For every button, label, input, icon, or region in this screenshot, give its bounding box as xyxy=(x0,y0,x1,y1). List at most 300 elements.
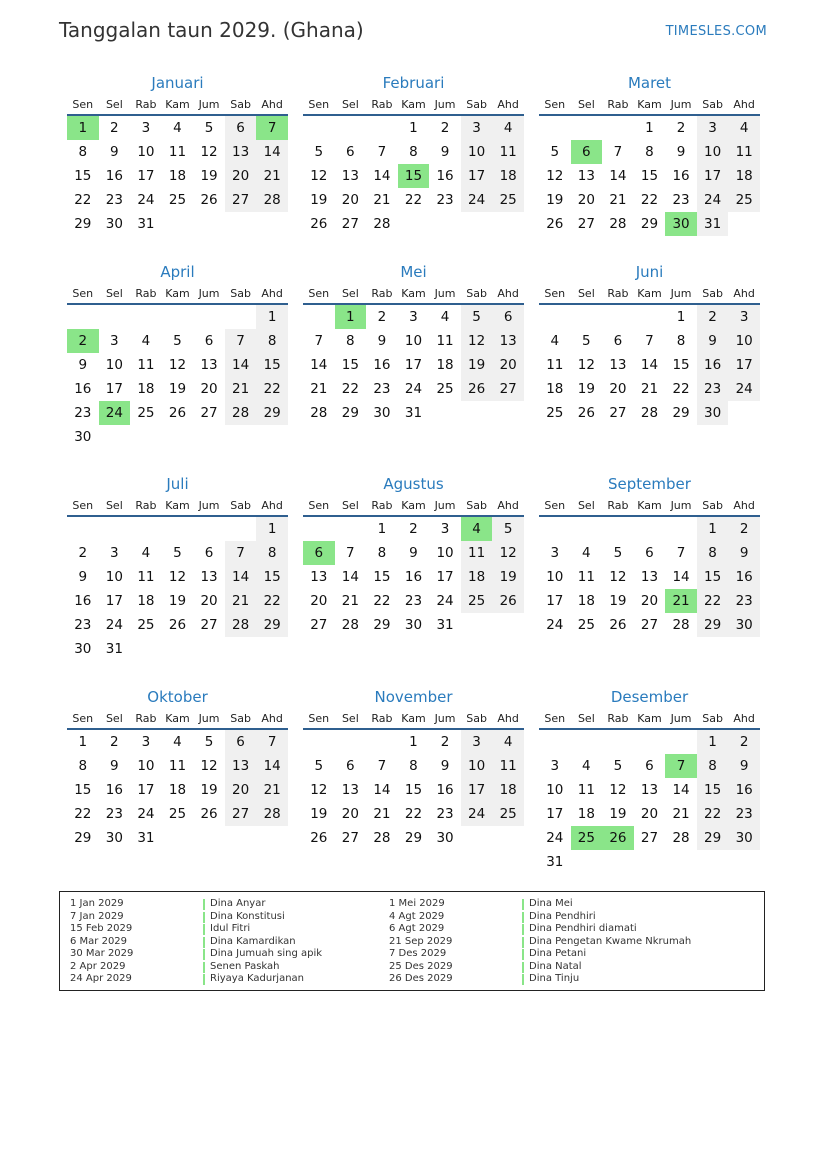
weekday-label: Jum xyxy=(670,711,692,725)
weekend-day-cell: 13 xyxy=(492,329,524,353)
day-cell: 2 xyxy=(78,545,88,561)
day-cell: 19 xyxy=(546,192,564,208)
day-cell: 8 xyxy=(676,333,686,349)
legend-marker xyxy=(522,912,524,923)
weekday-label: Sab xyxy=(702,498,723,512)
day-cell: 12 xyxy=(310,168,328,184)
day-cell: 5 xyxy=(204,734,214,750)
day-cell: 1 xyxy=(409,120,418,136)
empty-cell xyxy=(571,305,603,329)
day-cell: 27 xyxy=(577,216,595,232)
month-januari xyxy=(67,72,288,236)
day-cell: 16 xyxy=(105,168,123,184)
weekend-day-cell: 6 xyxy=(225,730,257,754)
weekday-label: Sab xyxy=(702,286,723,300)
weekend-day-cell: 28 xyxy=(225,613,257,637)
day-cell: 31 xyxy=(404,405,423,421)
weekday-label: Sen xyxy=(544,498,566,512)
day-cell: 22 xyxy=(672,381,690,397)
day-cell: 6 xyxy=(613,333,623,349)
day-cell: 21 xyxy=(672,806,690,822)
day-cell: 14 xyxy=(672,569,690,585)
day-cell: 16 xyxy=(74,593,92,609)
empty-cell xyxy=(539,730,571,754)
legend-holiday-name: Dina Tinju xyxy=(529,973,580,984)
day-cell: 15 xyxy=(640,168,659,184)
empty-cell xyxy=(303,116,335,140)
weekend-day-cell: 25 xyxy=(728,188,760,212)
weekday-label: Ahd xyxy=(733,498,755,512)
day-cell: 31 xyxy=(105,641,123,657)
day-cell: 11 xyxy=(436,333,454,349)
weekday-label: Sel xyxy=(105,498,123,512)
weekend-day-cell: 29 xyxy=(697,826,729,850)
weekday-label: Ahd xyxy=(497,286,519,300)
day-cell: 25 xyxy=(168,806,187,822)
month-desember xyxy=(539,686,760,874)
weekday-label: Sel xyxy=(105,97,123,111)
weekday-label: Ahd xyxy=(497,711,519,725)
day-cell: 7 xyxy=(676,545,686,561)
weekday-label: Rab xyxy=(371,286,393,300)
holiday-day-cell: 6 xyxy=(303,541,335,565)
day-cell: 12 xyxy=(168,569,187,585)
holiday-day-cell: 7 xyxy=(256,116,288,140)
weekend-day-cell: 12 xyxy=(492,541,524,565)
empty-cell xyxy=(335,517,367,541)
legend-date: 6 Mar 2029 xyxy=(70,935,128,947)
weekend-day-cell: 6 xyxy=(225,116,257,140)
day-cell: 21 xyxy=(341,593,359,609)
empty-cell xyxy=(571,116,603,140)
weekday-header xyxy=(303,708,524,728)
weekend-day-cell: 27 xyxy=(492,377,524,401)
holiday-legend xyxy=(59,891,765,991)
day-cell: 22 xyxy=(404,806,423,822)
weekend-day-cell: 25 xyxy=(492,188,524,212)
weekday-header xyxy=(539,283,760,303)
weekend-day-cell: 15 xyxy=(697,778,729,802)
day-cell: 15 xyxy=(74,782,92,798)
month-april xyxy=(67,261,288,449)
day-cell: 6 xyxy=(346,758,355,774)
legend-date: 25 Des 2029 xyxy=(389,960,453,972)
day-cell: 3 xyxy=(110,333,119,349)
weekend-day-cell: 10 xyxy=(461,140,493,164)
day-cell: 24 xyxy=(546,830,564,846)
day-cell: 15 xyxy=(373,569,391,585)
weekday-label: Ahd xyxy=(733,711,755,725)
day-cell: 1 xyxy=(645,120,654,136)
day-cell: 20 xyxy=(341,192,359,208)
day-cell: 15 xyxy=(404,782,423,798)
day-cell: 22 xyxy=(404,192,423,208)
weekday-label: Sen xyxy=(72,711,94,725)
day-cell: 16 xyxy=(436,168,454,184)
weekend-day-cell: 24 xyxy=(728,377,760,401)
legend-holiday-name: Dina Kamardikan xyxy=(210,935,296,947)
weekday-label: Rab xyxy=(135,498,157,512)
day-cell: 21 xyxy=(640,381,659,397)
day-cell: 2 xyxy=(676,120,686,136)
weekday-label: Sel xyxy=(341,498,359,512)
weekend-day-cell: 17 xyxy=(697,164,729,188)
day-cell: 1 xyxy=(377,521,387,537)
weekday-label: Kam xyxy=(637,711,662,725)
day-cell: 14 xyxy=(341,569,359,585)
day-cell: 4 xyxy=(173,734,182,750)
day-cell: 22 xyxy=(74,192,92,208)
weekend-day-cell: 23 xyxy=(728,589,760,613)
day-cell: 13 xyxy=(609,357,627,373)
holiday-day-cell: 15 xyxy=(398,164,430,188)
month-name: Juni xyxy=(635,263,664,281)
day-cell: 3 xyxy=(550,758,560,774)
weekday-label: Rab xyxy=(135,97,157,111)
weekend-day-cell: 2 xyxy=(697,305,729,329)
day-cell: 27 xyxy=(341,216,359,232)
weekend-day-cell: 14 xyxy=(225,353,257,377)
weekend-day-cell: 26 xyxy=(461,377,493,401)
day-cell: 31 xyxy=(137,216,155,232)
weekday-label: Jum xyxy=(434,97,456,111)
day-grid xyxy=(539,730,760,874)
day-cell: 3 xyxy=(550,545,560,561)
holiday-day-cell: 26 xyxy=(602,826,634,850)
day-cell: 27 xyxy=(200,617,218,633)
day-cell: 27 xyxy=(310,617,328,633)
legend-marker xyxy=(203,949,205,960)
day-cell: 24 xyxy=(137,192,155,208)
holiday-day-cell: 2 xyxy=(67,329,99,353)
day-cell: 6 xyxy=(346,144,355,160)
day-cell: 15 xyxy=(74,168,92,184)
empty-cell xyxy=(162,305,194,329)
weekend-day-cell: 17 xyxy=(461,778,493,802)
day-cell: 3 xyxy=(141,734,151,750)
day-cell: 11 xyxy=(137,357,155,373)
day-cell: 20 xyxy=(640,593,659,609)
empty-cell xyxy=(634,305,666,329)
day-cell: 2 xyxy=(440,120,450,136)
month-november xyxy=(303,686,524,850)
weekend-day-cell: 17 xyxy=(728,353,760,377)
weekend-day-cell: 16 xyxy=(728,565,760,589)
legend-marker xyxy=(522,937,524,948)
day-cell: 25 xyxy=(546,405,564,421)
empty-cell xyxy=(366,116,398,140)
day-cell: 20 xyxy=(640,806,659,822)
brand-link[interactable]: TIMESLES.COM xyxy=(665,24,767,39)
legend-holiday-name: Dina Pengetan Kwame Nkrumah xyxy=(529,935,692,947)
day-cell: 17 xyxy=(436,569,454,585)
holiday-day-cell: 30 xyxy=(665,212,697,236)
legend-date: 24 Apr 2029 xyxy=(70,973,132,984)
legend-holiday-name: Dina Pendhiri xyxy=(529,910,596,922)
weekday-label: Sel xyxy=(577,286,595,300)
empty-cell xyxy=(303,517,335,541)
weekend-day-cell: 11 xyxy=(492,754,524,778)
day-cell: 20 xyxy=(200,593,218,609)
weekday-label: Kam xyxy=(401,711,426,725)
day-cell: 13 xyxy=(341,168,359,184)
day-cell: 21 xyxy=(373,806,391,822)
day-cell: 17 xyxy=(137,782,155,798)
day-cell: 9 xyxy=(409,545,418,561)
empty-cell xyxy=(571,730,603,754)
day-grid xyxy=(539,517,760,637)
day-cell: 30 xyxy=(105,216,123,232)
weekday-label: Sen xyxy=(544,97,566,111)
weekday-label: Kam xyxy=(165,97,190,111)
day-cell: 5 xyxy=(314,144,324,160)
weekday-label: Sel xyxy=(577,711,595,725)
day-cell: 6 xyxy=(204,333,214,349)
weekday-label: Sen xyxy=(72,286,94,300)
day-cell: 22 xyxy=(640,192,659,208)
weekday-label: Ahd xyxy=(261,498,283,512)
day-cell: 9 xyxy=(440,758,450,774)
weekday-label: Jum xyxy=(670,498,692,512)
weekend-day-cell: 25 xyxy=(461,589,493,613)
day-cell: 12 xyxy=(310,782,328,798)
day-cell: 30 xyxy=(404,617,423,633)
legend-marker xyxy=(203,974,205,985)
day-cell: 12 xyxy=(577,357,595,373)
weekend-day-cell: 13 xyxy=(225,140,257,164)
empty-cell xyxy=(335,730,367,754)
holiday-day-cell: 6 xyxy=(571,140,603,164)
day-cell: 8 xyxy=(409,758,418,774)
month-name: Juli xyxy=(166,475,189,493)
day-cell: 26 xyxy=(546,216,564,232)
weekend-day-cell: 8 xyxy=(697,541,729,565)
weekday-label: Kam xyxy=(165,286,190,300)
weekend-day-cell: 1 xyxy=(697,517,729,541)
day-cell: 14 xyxy=(310,357,328,373)
day-cell: 27 xyxy=(640,617,659,633)
weekend-day-cell: 24 xyxy=(461,188,493,212)
day-grid xyxy=(67,116,288,236)
day-cell: 18 xyxy=(577,806,595,822)
weekend-day-cell: 25 xyxy=(492,802,524,826)
day-grid xyxy=(303,305,524,425)
weekend-day-cell: 31 xyxy=(697,212,729,236)
month-juni xyxy=(539,261,760,425)
day-cell: 29 xyxy=(74,216,92,232)
day-cell: 22 xyxy=(373,593,391,609)
legend-marker xyxy=(522,924,524,935)
day-cell: 22 xyxy=(341,381,359,397)
weekday-label: Sab xyxy=(230,97,251,111)
day-cell: 23 xyxy=(672,192,690,208)
weekend-day-cell: 19 xyxy=(461,353,493,377)
day-cell: 27 xyxy=(200,405,218,421)
weekday-label: Ahd xyxy=(261,711,283,725)
day-cell: 5 xyxy=(550,144,560,160)
empty-cell xyxy=(303,730,335,754)
day-cell: 23 xyxy=(74,405,92,421)
day-cell: 5 xyxy=(204,120,214,136)
day-cell: 4 xyxy=(141,333,151,349)
weekend-day-cell: 21 xyxy=(225,589,257,613)
day-cell: 25 xyxy=(436,381,454,397)
legend-date: 15 Feb 2029 xyxy=(70,923,133,934)
legend-date: 1 Mei 2029 xyxy=(389,898,445,909)
weekday-header xyxy=(539,94,760,114)
day-cell: 10 xyxy=(137,758,155,774)
day-cell: 8 xyxy=(346,333,355,349)
day-grid xyxy=(539,116,760,236)
weekend-day-cell: 19 xyxy=(492,565,524,589)
empty-cell xyxy=(162,517,194,541)
month-mei xyxy=(303,261,524,425)
weekend-day-cell: 7 xyxy=(225,541,257,565)
holiday-day-cell: 1 xyxy=(67,116,99,140)
month-juli xyxy=(67,473,288,661)
day-cell: 18 xyxy=(546,381,564,397)
weekend-day-cell: 30 xyxy=(728,826,760,850)
day-cell: 16 xyxy=(74,381,92,397)
day-grid xyxy=(67,730,288,850)
weekday-label: Sen xyxy=(308,711,330,725)
month-name: Februari xyxy=(382,74,445,92)
day-cell: 23 xyxy=(105,192,123,208)
day-grid xyxy=(303,730,524,850)
empty-cell xyxy=(193,517,225,541)
weekend-day-cell: 29 xyxy=(256,401,288,425)
day-cell: 5 xyxy=(582,333,591,349)
empty-cell xyxy=(366,730,398,754)
weekday-label: Rab xyxy=(607,97,629,111)
day-cell: 14 xyxy=(373,782,391,798)
legend-holiday-name: Dina Pendhiri diamati xyxy=(529,923,637,934)
day-cell: 29 xyxy=(74,830,92,846)
weekday-label: Jum xyxy=(198,711,220,725)
weekend-day-cell: 3 xyxy=(461,730,493,754)
day-cell: 29 xyxy=(373,617,391,633)
day-cell: 19 xyxy=(200,782,218,798)
weekend-day-cell: 11 xyxy=(492,140,524,164)
empty-cell xyxy=(634,517,666,541)
day-cell: 4 xyxy=(582,545,591,561)
weekend-day-cell: 15 xyxy=(256,565,288,589)
day-cell: 4 xyxy=(141,545,151,561)
day-cell: 23 xyxy=(404,593,423,609)
day-cell: 19 xyxy=(168,381,187,397)
empty-cell xyxy=(539,116,571,140)
weekday-label: Kam xyxy=(401,97,426,111)
day-cell: 11 xyxy=(577,782,595,798)
empty-cell xyxy=(67,517,99,541)
weekend-day-cell: 4 xyxy=(728,116,760,140)
day-cell: 26 xyxy=(168,617,187,633)
empty-cell xyxy=(539,517,571,541)
day-cell: 13 xyxy=(341,782,359,798)
weekend-day-cell: 6 xyxy=(492,305,524,329)
day-cell: 26 xyxy=(577,405,595,421)
weekend-day-cell: 3 xyxy=(728,305,760,329)
weekday-header xyxy=(303,283,524,303)
day-cell: 6 xyxy=(645,758,654,774)
weekday-label: Sab xyxy=(466,498,487,512)
day-cell: 9 xyxy=(110,758,119,774)
day-cell: 21 xyxy=(310,381,328,397)
weekday-label: Jum xyxy=(670,286,692,300)
day-cell: 13 xyxy=(640,569,659,585)
day-cell: 10 xyxy=(105,357,123,373)
legend-date: 4 Agt 2029 xyxy=(389,910,445,922)
weekend-day-cell: 29 xyxy=(697,613,729,637)
day-cell: 29 xyxy=(341,405,359,421)
day-cell: 31 xyxy=(137,830,155,846)
day-cell: 5 xyxy=(613,758,623,774)
empty-cell xyxy=(539,305,571,329)
weekend-day-cell: 22 xyxy=(256,589,288,613)
day-cell: 10 xyxy=(105,569,123,585)
empty-cell xyxy=(571,517,603,541)
day-cell: 20 xyxy=(609,381,627,397)
weekend-day-cell: 28 xyxy=(256,802,288,826)
day-cell: 5 xyxy=(173,545,182,561)
weekday-label: Sab xyxy=(466,286,487,300)
legend-date: 30 Mar 2029 xyxy=(70,948,134,959)
day-cell: 2 xyxy=(377,309,387,325)
weekend-day-cell: 18 xyxy=(492,778,524,802)
month-februari xyxy=(303,72,524,236)
weekday-label: Sab xyxy=(466,711,487,725)
weekday-label: Jum xyxy=(198,286,220,300)
weekday-label: Sen xyxy=(72,97,94,111)
legend-holiday-name: Dina Konstitusi xyxy=(210,910,285,922)
day-grid xyxy=(303,116,524,236)
weekday-label: Sen xyxy=(308,286,330,300)
weekend-day-cell: 18 xyxy=(461,565,493,589)
day-cell: 8 xyxy=(78,144,88,160)
day-cell: 8 xyxy=(409,144,418,160)
legend-date: 7 Des 2029 xyxy=(389,948,447,959)
month-name: Oktober xyxy=(147,688,208,706)
day-cell: 18 xyxy=(436,357,454,373)
empty-cell xyxy=(634,730,666,754)
day-cell: 2 xyxy=(409,521,418,537)
month-name: Maret xyxy=(627,74,672,92)
legend-marker xyxy=(203,924,205,935)
weekday-label: Rab xyxy=(607,711,629,725)
empty-cell xyxy=(225,305,257,329)
weekday-label: Sen xyxy=(72,498,94,512)
day-cell: 12 xyxy=(546,168,564,184)
weekend-day-cell: 20 xyxy=(225,164,257,188)
month-name: Mei xyxy=(400,263,427,281)
weekday-label: Ahd xyxy=(497,97,519,111)
day-cell: 19 xyxy=(310,192,328,208)
day-cell: 28 xyxy=(373,216,391,232)
weekday-header xyxy=(303,94,524,114)
day-cell: 26 xyxy=(609,617,627,633)
day-cell: 17 xyxy=(404,357,423,373)
day-cell: 9 xyxy=(110,144,119,160)
weekend-day-cell: 5 xyxy=(492,517,524,541)
day-cell: 16 xyxy=(672,168,690,184)
day-cell: 3 xyxy=(141,120,151,136)
empty-cell xyxy=(303,305,335,329)
day-cell: 10 xyxy=(137,144,155,160)
weekend-day-cell: 27 xyxy=(225,188,257,212)
day-cell: 2 xyxy=(110,734,119,750)
weekday-label: Sel xyxy=(105,286,123,300)
empty-cell xyxy=(99,517,131,541)
